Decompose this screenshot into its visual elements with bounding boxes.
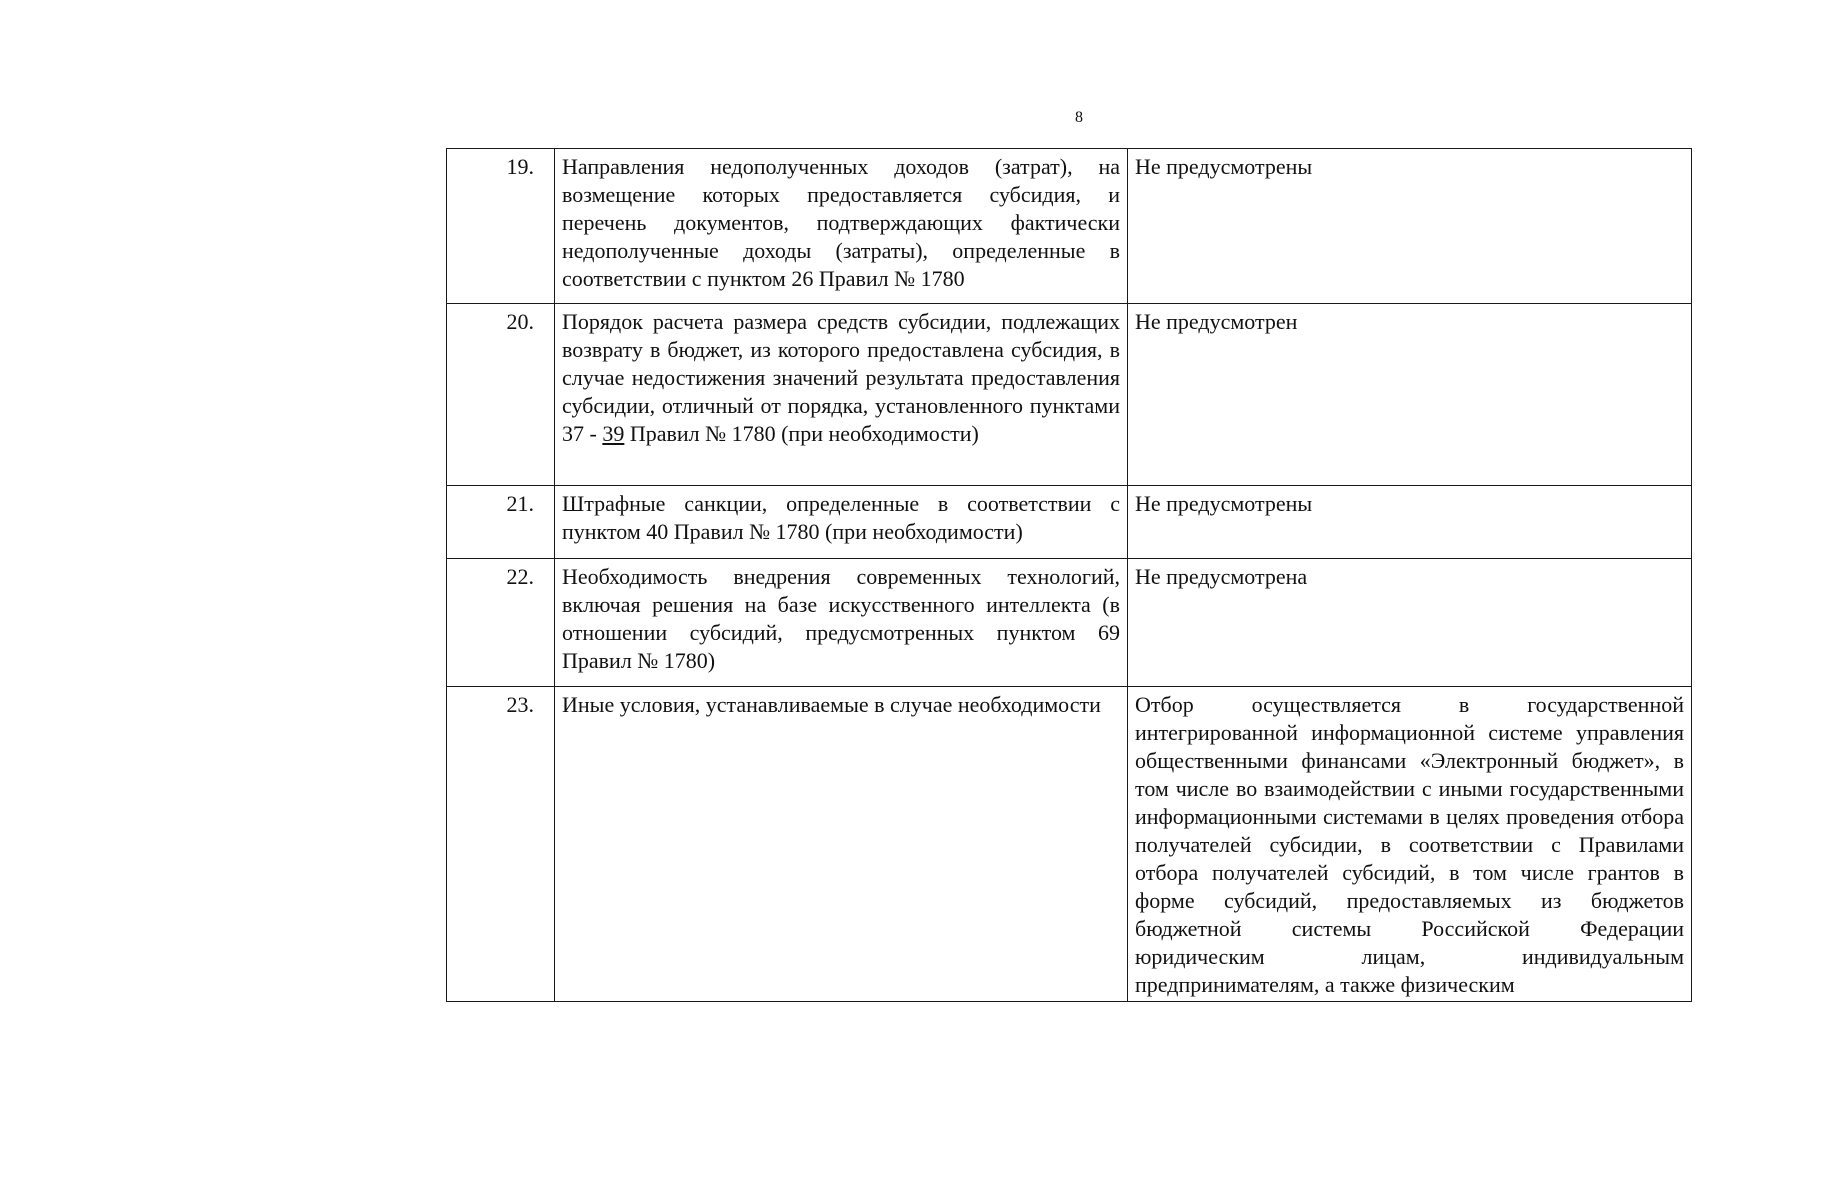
table-row xyxy=(447,149,1692,304)
table-row xyxy=(447,486,1692,559)
table-row xyxy=(447,559,1692,687)
row-description: Штрафные санкции, определенные в соответствии с пунктом 40 Правил № 1780 (при необходимости) xyxy=(555,486,1128,559)
row-description: Иные условия, устанавливаемые в случае необходимости xyxy=(555,687,1128,1002)
row-value: Не предусмотрены xyxy=(1128,486,1692,559)
row-value: Не предусмотрена xyxy=(1128,559,1692,687)
row-value: Отбор осуществляется в государственной интегрированной информационной системе управления общественными финансами «Электронный бюджет», в том числе во взаимодействии с иными государственными информационными системами в целях проведения отбора получателей субсидии, в соответствии с Правилами отбора получателей субсидий, в том числе грантов в форме субсидий, предоставляемых из бюджетов бюджетной системы Российской Федерации юридическим лицам, индивидуальным предпринимателям, а также физическим xyxy=(1128,687,1692,1002)
table-row xyxy=(447,304,1692,486)
row-number: 21. xyxy=(447,486,555,559)
row-description-text: Порядок расчета размера средств субсидии, подлежащих возврату в бюджет, из которого предоставлена субсидия, в случае недостижения значений результата предоставления субсидии, отличный от порядка, установленного пунктами 37 - xyxy=(562,309,1120,446)
row-description xyxy=(555,304,1128,486)
row-description: Направления недополученных доходов (затрат), на возмещение которых предоставляется субсидия, и перечень документов, подтверждающих фактически недополученные доходы (затраты), определенные в соответствии с пунктом 26 Правил № 1780 xyxy=(555,149,1128,304)
row-number: 23. xyxy=(447,687,555,1002)
row-value: Не предусмотрены xyxy=(1128,149,1692,304)
row-number: 20. xyxy=(447,304,555,486)
table-row xyxy=(447,687,1692,1002)
row-description-text: Правил № 1780 (при необходимости) xyxy=(624,421,979,446)
rule-reference-link: 39 xyxy=(602,421,625,446)
conditions-table xyxy=(446,148,1692,1002)
row-number: 22. xyxy=(447,559,555,687)
row-number: 19. xyxy=(447,149,555,304)
row-description: Необходимость внедрения современных технологий, включая решения на базе искусственного интеллекта (в отношении субсидий, предусмотренных пунктом 69 Правил № 1780) xyxy=(555,559,1128,687)
row-value: Не предусмотрен xyxy=(1128,304,1692,486)
page-number: 8 xyxy=(1075,109,1083,126)
